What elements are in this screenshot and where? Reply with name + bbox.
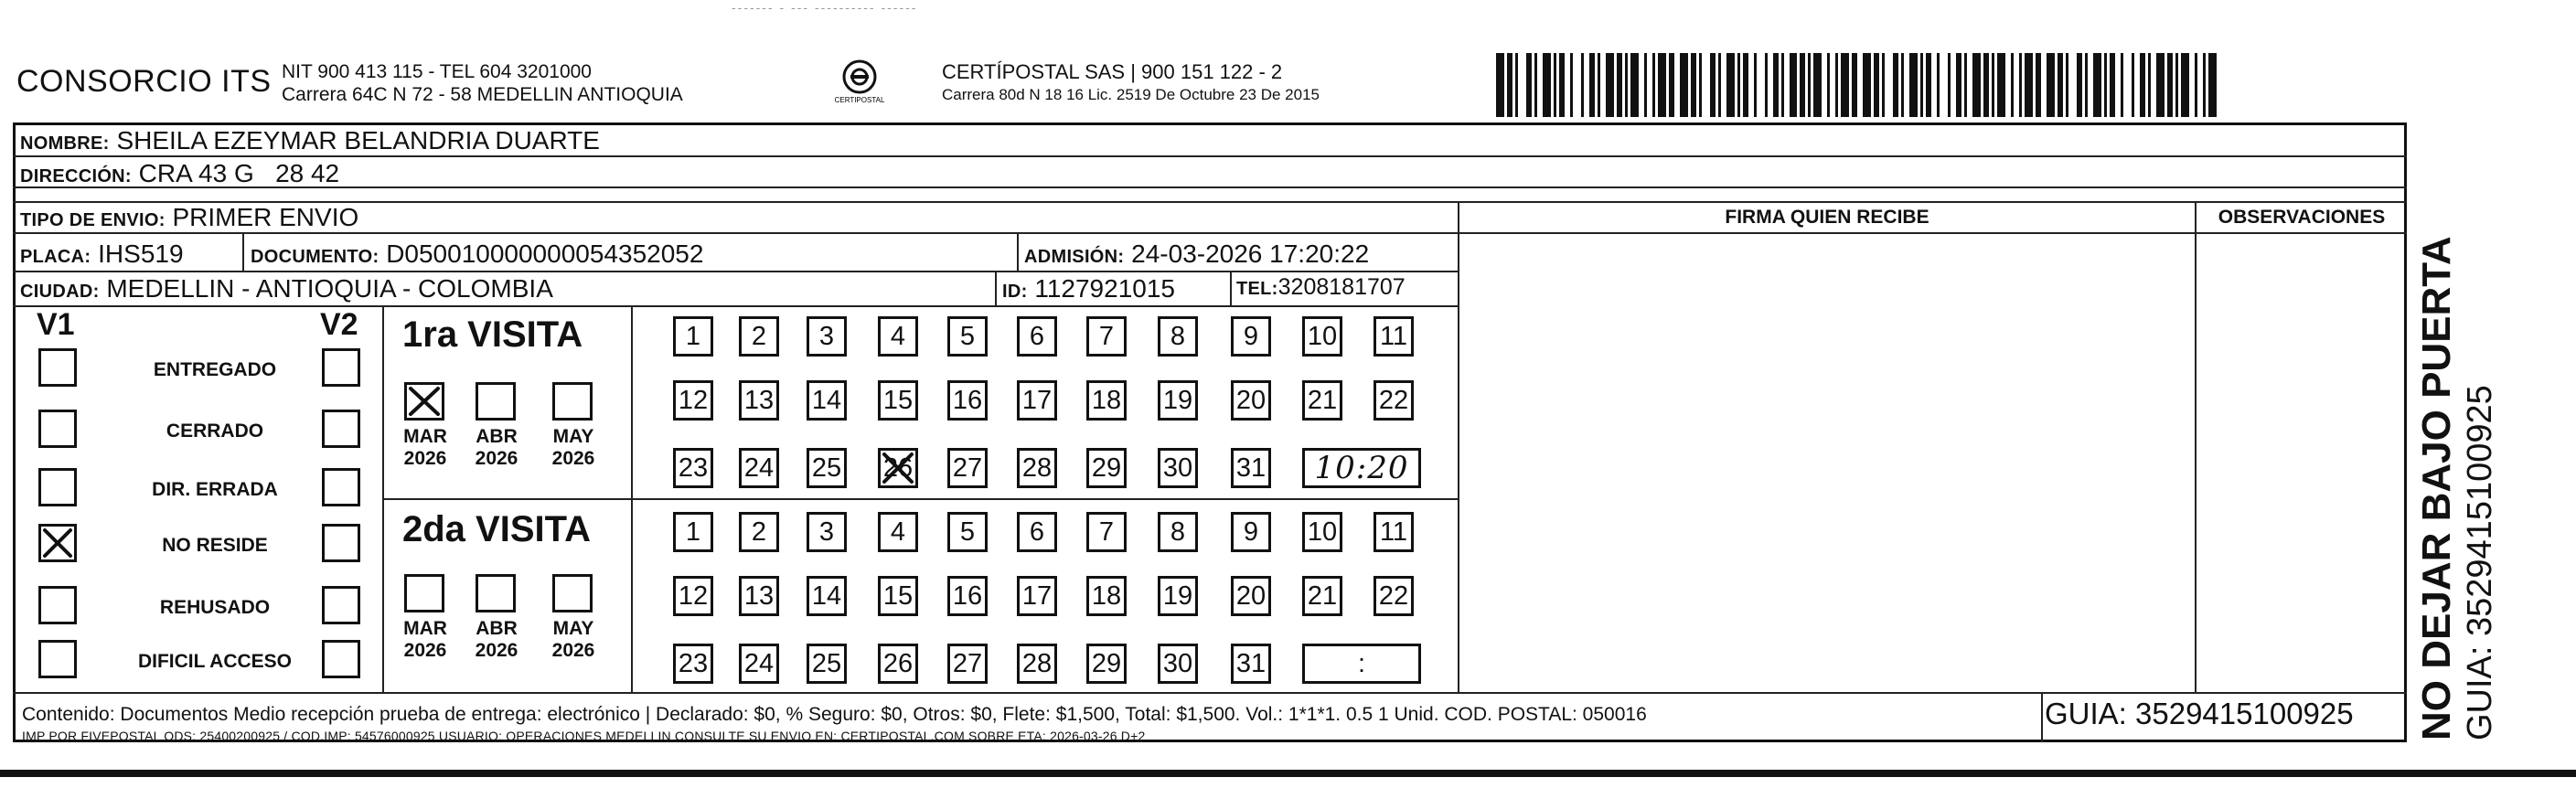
visit2-month-label: ABR bbox=[476, 618, 518, 639]
v1-checkbox[interactable] bbox=[38, 586, 77, 624]
visit1-day-4[interactable]: 4 bbox=[878, 316, 918, 357]
admision-row bbox=[1024, 240, 1369, 269]
v2-checkbox[interactable] bbox=[322, 586, 360, 624]
visit1-year-label: 2026 bbox=[475, 448, 518, 469]
v1-checkbox[interactable] bbox=[38, 524, 77, 562]
scan-artifact-text: ------- - --- ---------- ------ bbox=[732, 0, 918, 15]
visit1-month-checkbox[interactable] bbox=[404, 382, 444, 421]
visit1-day-9[interactable]: 9 bbox=[1231, 316, 1271, 357]
visit2-year-label: 2026 bbox=[403, 640, 447, 661]
nombre-label: NOMBRE: bbox=[20, 133, 110, 154]
placa-label: PLACA: bbox=[20, 247, 91, 267]
id-row bbox=[1002, 274, 1175, 303]
visit2-day-24[interactable]: 24 bbox=[739, 644, 779, 684]
direccion-row bbox=[20, 159, 339, 188]
footer-print-info: IMP POR FIVEPOSTAL ODS: 25400200925 / COD.IMP: 54576000925 USUARIO: OPERACIONES MEDELLIN CONSULTE SU ENVIO EN: CERTIPOSTAL.COM SOBRE ETA: 2026-03-26 D+2 bbox=[22, 729, 1146, 743]
bottom-edge bbox=[0, 770, 2576, 777]
v2-label: V2 bbox=[320, 307, 358, 342]
admision-value: 24-03-2026 17:20:22 bbox=[1131, 240, 1370, 268]
visit2-day-29[interactable]: 29 bbox=[1086, 644, 1127, 684]
direccion-value: CRA 43 G 28 42 bbox=[138, 159, 340, 187]
certipostal-logo-icon bbox=[832, 57, 887, 110]
visit2-day-2[interactable]: 2 bbox=[739, 512, 779, 552]
visit2-day-18[interactable]: 18 bbox=[1086, 576, 1127, 616]
visit1-day-11[interactable]: 11 bbox=[1374, 316, 1414, 357]
visit2-day-15[interactable]: 15 bbox=[878, 576, 918, 616]
visit2-day-4[interactable]: 4 bbox=[878, 512, 918, 552]
v1-checkbox[interactable] bbox=[38, 410, 77, 448]
visit1-day-18[interactable]: 18 bbox=[1086, 380, 1127, 421]
visit1-day-22[interactable]: 22 bbox=[1374, 380, 1414, 421]
visit2-day-8[interactable]: 8 bbox=[1158, 512, 1198, 552]
visit2-day-14[interactable]: 14 bbox=[807, 576, 847, 616]
visit1-month-checkbox[interactable] bbox=[476, 382, 516, 421]
visit1-day-29[interactable]: 29 bbox=[1086, 448, 1127, 488]
v1-checkbox[interactable] bbox=[38, 640, 77, 678]
visit1-month-label: MAY bbox=[552, 426, 594, 447]
visit1-day-28[interactable]: 28 bbox=[1017, 448, 1057, 488]
visit1-month-label: ABR bbox=[476, 426, 518, 447]
visit1-day-31[interactable]: 31 bbox=[1231, 448, 1271, 488]
cert-address: Carrera 80d N 18 16 Lic. 2519 De Octubre 23 De 2015 bbox=[942, 86, 1320, 103]
documento-row bbox=[251, 240, 703, 269]
v2-checkbox[interactable] bbox=[322, 410, 360, 448]
visit2-day-12[interactable]: 12 bbox=[673, 576, 713, 616]
documento-value: D050010000000054352052 bbox=[386, 240, 704, 268]
company-name: CONSORCIO ITS bbox=[16, 64, 272, 99]
visit2-month-label: MAY bbox=[552, 618, 594, 639]
visit2-day-21[interactable]: 21 bbox=[1302, 576, 1342, 616]
visit1-day-30[interactable]: 30 bbox=[1158, 448, 1198, 488]
visit1-day-6[interactable]: 6 bbox=[1017, 316, 1057, 357]
cert-line: CERTÍPOSTAL SAS | 900 151 122 - 2 bbox=[942, 60, 1283, 83]
visit1-month-checkbox[interactable] bbox=[552, 382, 593, 421]
id-label: ID: bbox=[1002, 282, 1028, 302]
x-mark-icon bbox=[881, 451, 915, 495]
visit2-day-26[interactable]: 26 bbox=[878, 644, 918, 684]
v2-checkbox[interactable] bbox=[322, 348, 360, 387]
address-line: Carrera 64C N 72 - 58 MEDELLIN ANTIOQUIA bbox=[282, 84, 683, 105]
visit1-day-15[interactable]: 15 bbox=[878, 380, 918, 421]
observations-header: OBSERVACIONES bbox=[2218, 207, 2386, 228]
visit1-day-27[interactable]: 27 bbox=[947, 448, 988, 488]
v1-label: V1 bbox=[37, 307, 75, 342]
visit2-day-25[interactable]: 25 bbox=[807, 644, 847, 684]
tel-value: 3208181707 bbox=[1277, 274, 1406, 300]
nombre-value: SHEILA EZEYMAR BELANDRIA DUARTE bbox=[116, 126, 600, 154]
signature-header: FIRMA QUIEN RECIBE bbox=[1725, 207, 1929, 228]
visit2-day-16[interactable]: 16 bbox=[947, 576, 988, 616]
visit1-time-field[interactable]: 10:20 bbox=[1302, 448, 1421, 488]
no-dejar-bajo-puerta: NO DEJAR BAJO PUERTA bbox=[2414, 236, 2459, 740]
visit2-day-23[interactable]: 23 bbox=[673, 644, 713, 684]
v2-checkbox[interactable] bbox=[322, 640, 360, 678]
company-info bbox=[282, 60, 683, 106]
v1-checkbox[interactable] bbox=[38, 348, 77, 387]
tipo-label: TIPO DE ENVIO: bbox=[20, 210, 166, 230]
visit2-title: 2da VISITA bbox=[402, 509, 591, 549]
visit2-day-7[interactable]: 7 bbox=[1086, 512, 1127, 552]
nombre-row bbox=[20, 126, 600, 155]
id-value: 1127921015 bbox=[1034, 274, 1175, 303]
visit2-day-6[interactable]: 6 bbox=[1017, 512, 1057, 552]
documento-label: DOCUMENTO: bbox=[251, 247, 379, 267]
tel-row bbox=[1236, 274, 1406, 301]
visit2-day-17[interactable]: 17 bbox=[1017, 576, 1057, 616]
status-label: DIR. ERRADA bbox=[152, 479, 278, 500]
certipostal-info bbox=[942, 60, 1320, 106]
visit2-day-28[interactable]: 28 bbox=[1017, 644, 1057, 684]
side-notice bbox=[2414, 82, 2500, 740]
visit1-day-13[interactable]: 13 bbox=[739, 380, 779, 421]
visit1-day-10[interactable]: 10 bbox=[1302, 316, 1342, 357]
visit1-day-8[interactable]: 8 bbox=[1158, 316, 1198, 357]
visit2-day-13[interactable]: 13 bbox=[739, 576, 779, 616]
tipo-value: PRIMER ENVIO bbox=[172, 203, 359, 231]
visit1-year-label: 2026 bbox=[551, 448, 595, 469]
visit2-year-label: 2026 bbox=[551, 640, 595, 661]
admision-label: ADMISIÓN: bbox=[1024, 247, 1125, 267]
visit2-day-19[interactable]: 19 bbox=[1158, 576, 1198, 616]
visit2-day-9[interactable]: 9 bbox=[1231, 512, 1271, 552]
visit2-month-label: MAR bbox=[403, 618, 447, 639]
visit1-day-16[interactable]: 16 bbox=[947, 380, 988, 421]
tel-label: TEL: bbox=[1236, 279, 1278, 299]
logo-caption: CERTIPOSTAL bbox=[834, 96, 885, 104]
barcode bbox=[1496, 53, 2218, 117]
visit1-month-label: MAR bbox=[403, 426, 447, 447]
visit1-day-1[interactable]: 1 bbox=[673, 316, 713, 357]
visit1-day-3[interactable]: 3 bbox=[807, 316, 847, 357]
status-label: CERRADO bbox=[166, 421, 264, 442]
visit1-day-23[interactable]: 23 bbox=[673, 448, 713, 488]
status-label: DIFICIL ACCESO bbox=[137, 651, 292, 672]
visit2-day-3[interactable]: 3 bbox=[807, 512, 847, 552]
visit1-day-5[interactable]: 5 bbox=[947, 316, 988, 357]
visit1-day-26[interactable]: 26 bbox=[878, 448, 918, 488]
placa-value: IHS519 bbox=[98, 240, 184, 268]
ciudad-row bbox=[20, 274, 553, 303]
visit1-day-14[interactable]: 14 bbox=[807, 380, 847, 421]
visit2-day-5[interactable]: 5 bbox=[947, 512, 988, 552]
visit2-month-checkbox[interactable] bbox=[404, 574, 444, 612]
visit2-day-27[interactable]: 27 bbox=[947, 644, 988, 684]
visit1-year-label: 2026 bbox=[403, 448, 447, 469]
visit2-day-1[interactable]: 1 bbox=[673, 512, 713, 552]
visit1-day-25[interactable]: 25 bbox=[807, 448, 847, 488]
placa-row bbox=[20, 240, 184, 269]
visit1-day-12[interactable]: 12 bbox=[673, 380, 713, 421]
nit-line: NIT 900 413 115 - TEL 604 3201000 bbox=[282, 61, 592, 82]
visit1-day-21[interactable]: 21 bbox=[1302, 380, 1342, 421]
status-label: NO RESIDE bbox=[162, 535, 268, 556]
ciudad-label: CIUDAD: bbox=[20, 282, 100, 302]
visit2-day-20[interactable]: 20 bbox=[1231, 576, 1271, 616]
tipo-row bbox=[20, 203, 358, 232]
side-guia-number: GUIA: 3529415100925 bbox=[2461, 385, 2499, 740]
visit1-day-2[interactable]: 2 bbox=[739, 316, 779, 357]
visit2-day-30[interactable]: 30 bbox=[1158, 644, 1198, 684]
direccion-label: DIRECCIÓN: bbox=[20, 166, 132, 186]
visit2-day-22[interactable]: 22 bbox=[1374, 576, 1414, 616]
visit1-day-24[interactable]: 24 bbox=[739, 448, 779, 488]
v1-checkbox[interactable] bbox=[38, 468, 77, 506]
v2-checkbox[interactable] bbox=[322, 468, 360, 506]
visit1-day-20[interactable]: 20 bbox=[1231, 380, 1271, 421]
visit2-day-10[interactable]: 10 bbox=[1302, 512, 1342, 552]
visit2-day-11[interactable]: 11 bbox=[1374, 512, 1414, 552]
visit1-day-19[interactable]: 19 bbox=[1158, 380, 1198, 421]
visit1-day-17[interactable]: 17 bbox=[1017, 380, 1057, 421]
visit2-month-checkbox[interactable] bbox=[552, 574, 593, 612]
visit2-year-label: 2026 bbox=[475, 640, 518, 661]
status-label: ENTREGADO bbox=[153, 359, 277, 380]
status-label: REHUSADO bbox=[159, 597, 271, 618]
visit2-month-checkbox[interactable] bbox=[476, 574, 516, 612]
visit2-day-31[interactable]: 31 bbox=[1231, 644, 1271, 684]
ciudad-value: MEDELLIN - ANTIOQUIA - COLOMBIA bbox=[106, 274, 553, 303]
visit1-day-7[interactable]: 7 bbox=[1086, 316, 1127, 357]
v2-checkbox[interactable] bbox=[322, 524, 360, 562]
guia-number: GUIA: 3529415100925 bbox=[2045, 697, 2354, 730]
footer-content: Contenido: Documentos Medio recepción prueba de entrega: electrónico | Declarado: $0, % Seguro: $0, Otros: $0, Flete: $1,500, Total: $1,500. Vol.: 1*1*1. 0.5 1 Unid. COD. POSTAL: 050016 bbox=[22, 704, 1647, 725]
visit1-title: 1ra VISITA bbox=[402, 314, 583, 355]
visit2-time-field[interactable]: : bbox=[1302, 644, 1421, 684]
